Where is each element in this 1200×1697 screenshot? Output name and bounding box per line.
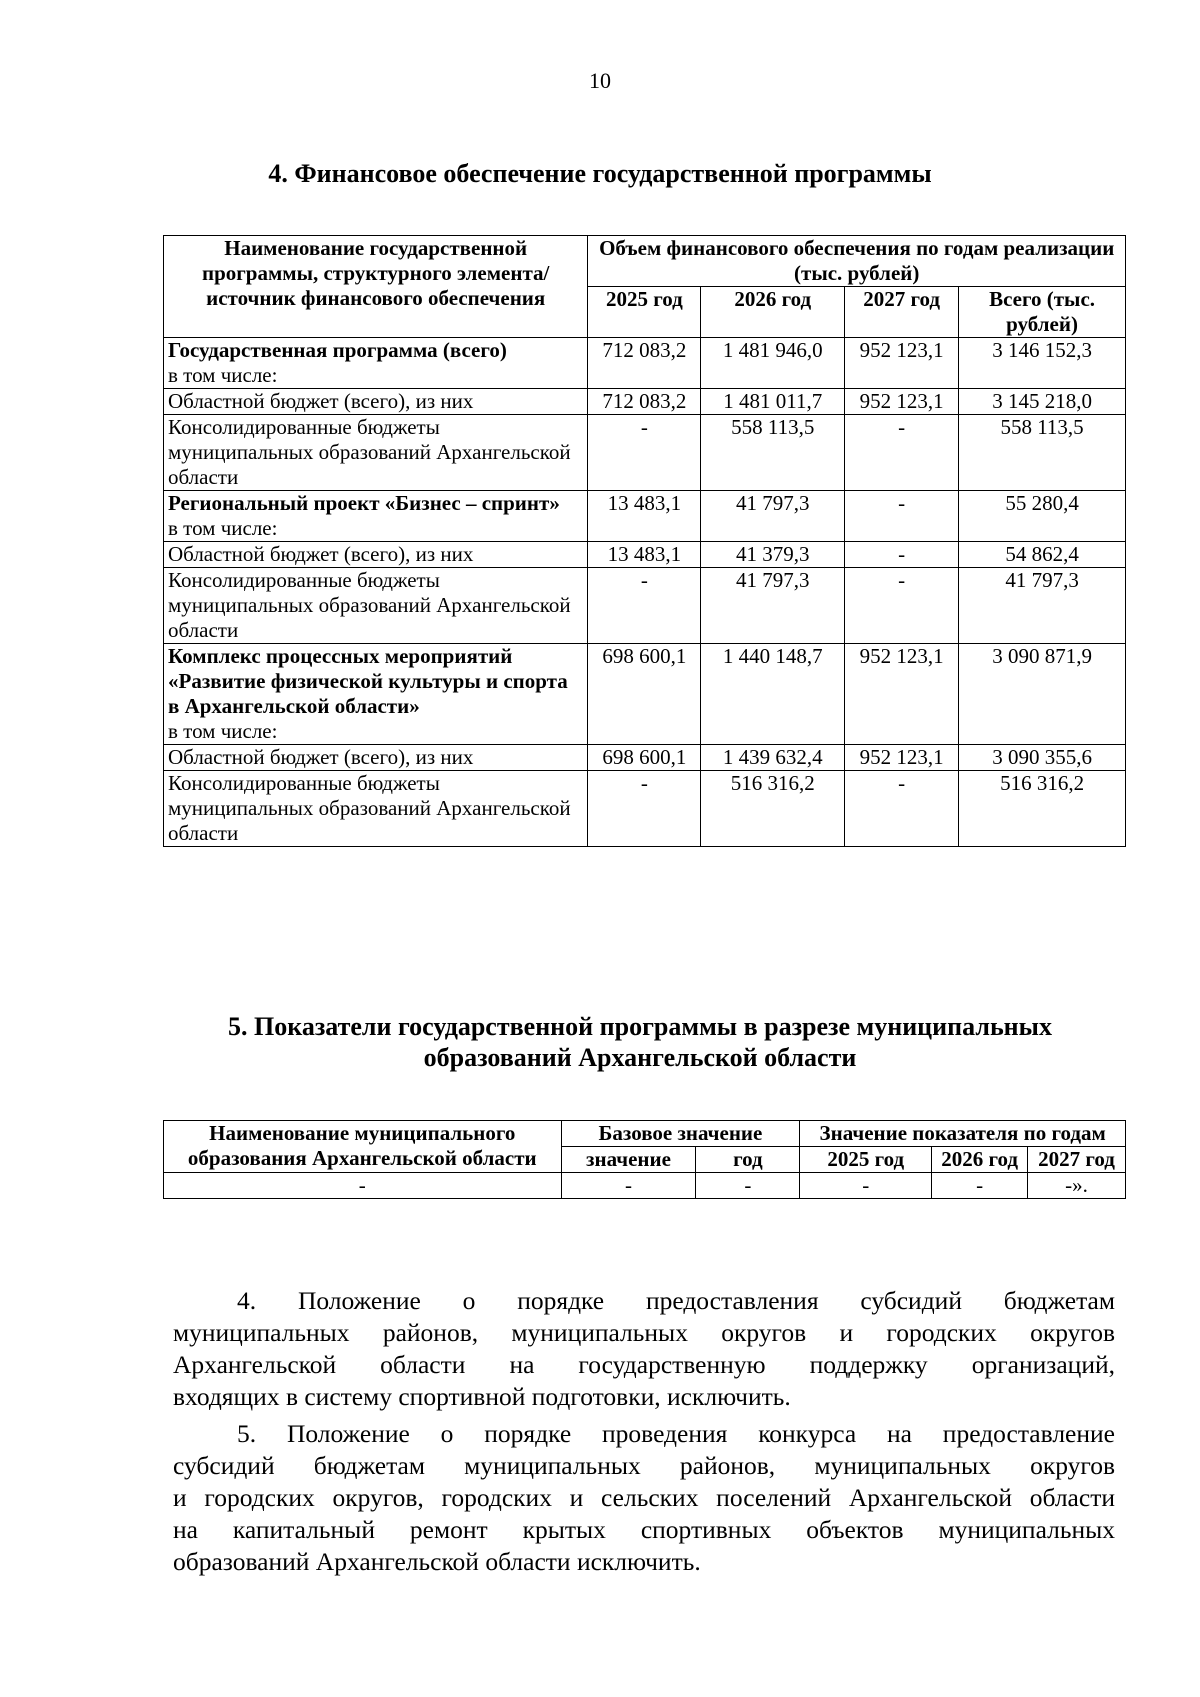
row-name: Государственная программа (всего)	[168, 338, 507, 362]
mun-header-sub-value: значение	[561, 1147, 696, 1173]
row-subnote: в том числе:	[168, 516, 278, 540]
row-subnote: в том числе:	[168, 719, 278, 743]
value-cell-total: 3 090 355,6	[959, 745, 1126, 771]
paragraph-5	[173, 1418, 1115, 1578]
value-cell-v1: -	[588, 568, 701, 644]
mun-cell: -».	[1028, 1173, 1126, 1199]
table-row	[164, 542, 1126, 568]
row-name-cell	[164, 568, 588, 644]
row-name-cell	[164, 771, 588, 847]
paragraph-line: муниципальных районов, муниципальных округов и городских округов	[173, 1318, 1115, 1347]
value-cell-v2: 1 481 011,7	[701, 389, 845, 415]
value-cell-v2: 41 797,3	[701, 491, 845, 542]
value-cell-v3: -	[845, 491, 959, 542]
paragraph-line: на капитальный ремонт крытых спортивных объектов муниципальных	[173, 1515, 1115, 1544]
page-number: 10	[589, 68, 611, 93]
table-row	[164, 491, 1126, 542]
value-cell-total: 54 862,4	[959, 542, 1126, 568]
row-subnote: в том числе:	[168, 363, 278, 387]
mun-header-name: Наименование муниципального образования Архангельской области	[164, 1121, 562, 1173]
value-cell-v1: 698 600,1	[588, 745, 701, 771]
row-name: Областной бюджет (всего), из них	[168, 389, 474, 413]
value-cell-total: 558 113,5	[959, 415, 1126, 491]
header-year-2027: 2027 год	[845, 287, 959, 338]
row-name-cell	[164, 415, 588, 491]
paragraph-line: 5. Положение о порядке проведения конкурса на предоставление	[237, 1419, 1115, 1448]
value-cell-total: 41 797,3	[959, 568, 1126, 644]
value-cell-v1: 712 083,2	[588, 338, 701, 389]
mun-header-2026: 2026 год	[932, 1147, 1028, 1173]
row-name-cell	[164, 338, 588, 389]
value-cell-v3: 952 123,1	[845, 389, 959, 415]
header-year-2025: 2025 год	[588, 287, 701, 338]
value-cell-total: 3 146 152,3	[959, 338, 1126, 389]
section-5-title: 5. Показатели государственной программы в разрезе муниципальных образований Архангельской области	[228, 1012, 1052, 1072]
mun-cell: -	[561, 1173, 696, 1199]
value-cell-v3: -	[845, 415, 959, 491]
row-name-cell	[164, 389, 588, 415]
value-cell-v3: 952 123,1	[845, 745, 959, 771]
row-name-cell	[164, 491, 588, 542]
row-name: Консолидированные бюджеты муниципальных образований Архангельской области	[168, 771, 571, 845]
financing-table	[163, 235, 1126, 847]
row-name-cell	[164, 745, 588, 771]
table-row	[164, 389, 1126, 415]
paragraph-line: Архангельской области на государственную поддержку организаций,	[173, 1350, 1115, 1379]
municipal-header-row	[164, 1121, 1126, 1147]
mun-cell: -	[800, 1173, 932, 1199]
row-name: Областной бюджет (всего), из них	[168, 542, 474, 566]
row-name: Областной бюджет (всего), из них	[168, 745, 474, 769]
value-cell-v1: 698 600,1	[588, 644, 701, 745]
row-name: Региональный проект «Бизнес – спринт»	[168, 491, 560, 515]
row-name: Консолидированные бюджеты муниципальных образований Архангельской области	[168, 568, 571, 642]
value-cell-total: 3 090 871,9	[959, 644, 1126, 745]
value-cell-v2: 41 379,3	[701, 542, 845, 568]
table-row	[164, 644, 1126, 745]
value-cell-v2: 1 440 148,7	[701, 644, 845, 745]
value-cell-v3: 952 123,1	[845, 644, 959, 745]
value-cell-v1: -	[588, 415, 701, 491]
value-cell-v1: 13 483,1	[588, 542, 701, 568]
municipal-table	[163, 1120, 1126, 1199]
table-row	[164, 771, 1126, 847]
paragraph-line: и городских округов, городских и сельских поселений Архангельской области	[173, 1483, 1115, 1512]
value-cell-v2: 516 316,2	[701, 771, 845, 847]
header-year-2026: 2026 год	[701, 287, 845, 338]
row-name-cell	[164, 644, 588, 745]
value-cell-v3: -	[845, 568, 959, 644]
header-name: Наименование государственной программы, структурного элемента/ источник финансового обеспечения	[164, 236, 588, 338]
paragraph-line: субсидий бюджетам муниципальных районов, муниципальных округов	[173, 1451, 1115, 1480]
mun-header-2025: 2025 год	[800, 1147, 932, 1173]
mun-cell: -	[696, 1173, 800, 1199]
mun-cell: -	[164, 1173, 562, 1199]
table-row	[164, 415, 1126, 491]
value-cell-v2: 41 797,3	[701, 568, 845, 644]
paragraph-line: входящих в систему спортивной подготовки, исключить.	[173, 1382, 791, 1411]
value-cell-total: 3 145 218,0	[959, 389, 1126, 415]
table-row	[164, 338, 1126, 389]
value-cell-v2: 558 113,5	[701, 415, 845, 491]
financing-header-row	[164, 236, 1126, 287]
table-row	[164, 568, 1126, 644]
mun-header-base: Базовое значение	[561, 1121, 800, 1147]
row-name: Комплекс процессных мероприятий «Развитие физической культуры и спорта в Архангельской области»	[168, 644, 568, 718]
mun-header-2027: 2027 год	[1028, 1147, 1126, 1173]
row-name: Консолидированные бюджеты муниципальных образований Архангельской области	[168, 415, 571, 489]
paragraph-line: образований Архангельской области исключить.	[173, 1547, 701, 1576]
value-cell-v1: -	[588, 771, 701, 847]
value-cell-total: 516 316,2	[959, 771, 1126, 847]
value-cell-v3: -	[845, 542, 959, 568]
value-cell-v3: 952 123,1	[845, 338, 959, 389]
row-name-cell	[164, 542, 588, 568]
value-cell-v2: 1 481 946,0	[701, 338, 845, 389]
financing-body	[164, 338, 1126, 847]
value-cell-total: 55 280,4	[959, 491, 1126, 542]
value-cell-v1: 13 483,1	[588, 491, 701, 542]
paragraph-line: 4. Положение о порядке предоставления субсидий бюджетам	[237, 1286, 1115, 1315]
section-4-title: 4. Финансовое обеспечение государственной программы	[268, 159, 932, 188]
mun-header-value: Значение показателя по годам	[800, 1121, 1126, 1147]
paragraph-4	[173, 1285, 1115, 1413]
header-total: Всего (тыс. рублей)	[959, 287, 1126, 338]
mun-header-sub-year: год	[696, 1147, 800, 1173]
value-cell-v1: 712 083,2	[588, 389, 701, 415]
table-row	[164, 745, 1126, 771]
value-cell-v3: -	[845, 771, 959, 847]
table-row	[164, 1173, 1126, 1199]
header-volume: Объем финансового обеспечения по годам реализации (тыс. рублей)	[588, 236, 1126, 287]
mun-cell: -	[932, 1173, 1028, 1199]
value-cell-v2: 1 439 632,4	[701, 745, 845, 771]
